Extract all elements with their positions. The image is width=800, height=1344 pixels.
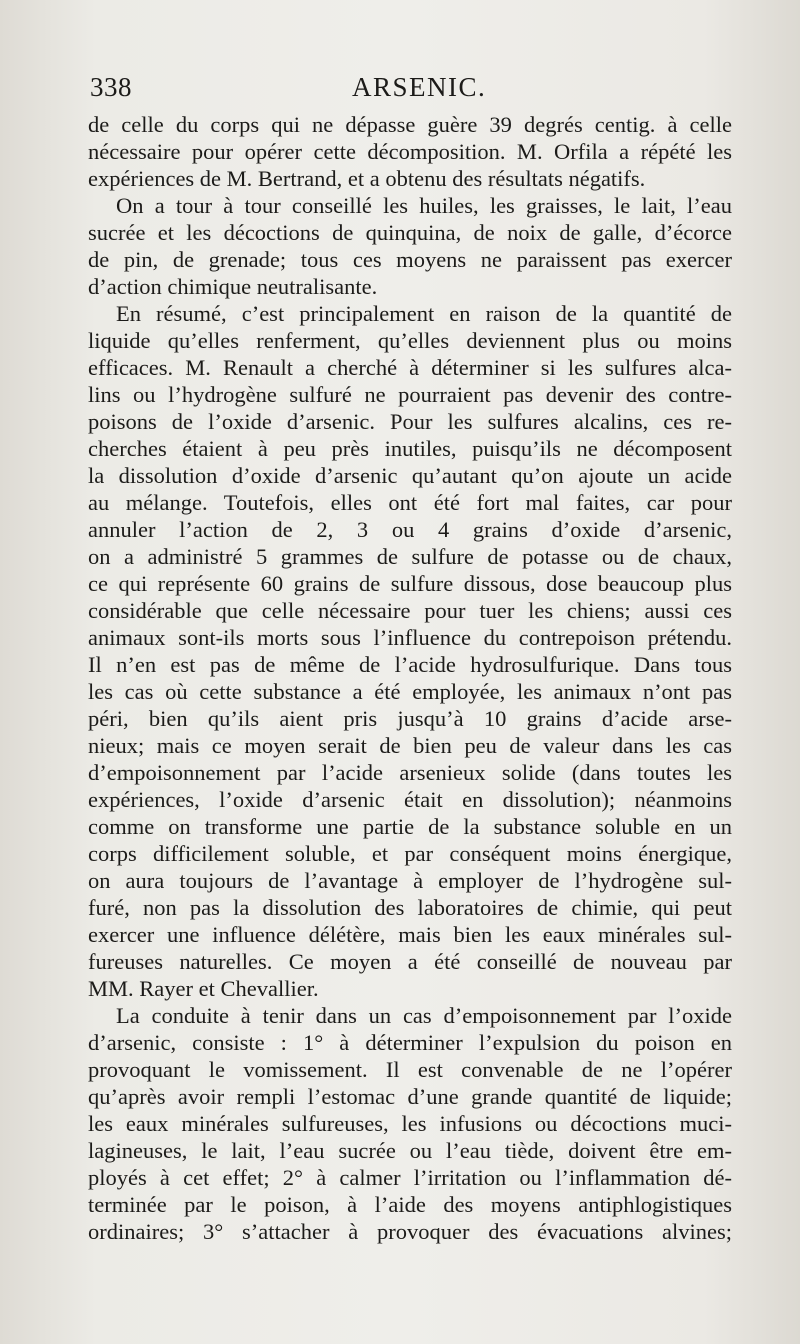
- text-line: En résumé, c’est principalement en raison de la quantité de: [116, 301, 732, 326]
- text-line: d’action chimique neutralisante.: [88, 274, 378, 299]
- text-line: ordinaires; 3° s’attacher à provoquer des évacuations alvines;: [88, 1219, 732, 1244]
- text-line: d’arsenic, consiste : 1° à déterminer l’expulsion du poison en: [88, 1030, 732, 1055]
- text-line: corps difficilement soluble, et par conséquent moins énergique,: [88, 841, 732, 866]
- page-header: [90, 72, 730, 106]
- text-line: expériences de M. Bertrand, et a obtenu des résultats négatifs.: [88, 166, 646, 191]
- text-line: cherches étaient à peu près inutiles, puisqu’ils ne décomposent: [88, 436, 732, 461]
- text-line: ce qui représente 60 grains de sulfure dissous, dose beaucoup plus: [88, 571, 732, 596]
- text-line: La conduite à tenir dans un cas d’empoisonnement par l’oxide: [116, 1003, 732, 1028]
- running-title: ARSENIC.: [352, 72, 487, 102]
- page-number: 338: [90, 72, 132, 102]
- text-line: comme on transforme une partie de la substance soluble en un: [88, 814, 732, 839]
- text-line: lagineuses, le lait, l’eau sucrée ou l’eau tiède, doivent être em-: [88, 1138, 732, 1163]
- text-line: la dissolution d’oxide d’arsenic qu’autant qu’on ajoute un acide: [88, 463, 732, 488]
- body-text: [88, 111, 732, 1245]
- text-line: Il n’en est pas de même de l’acide hydrosulfurique. Dans tous: [88, 652, 732, 677]
- text-line: On a tour à tour conseillé les huiles, les graisses, le lait, l’eau: [116, 193, 732, 218]
- text-line: au mélange. Toutefois, elles ont été fort mal faites, car pour: [88, 490, 732, 515]
- text-line: de pin, de grenade; tous ces moyens ne paraissent pas exercer: [88, 247, 732, 272]
- text-line: qu’après avoir rempli l’estomac d’une grande quantité de liquide;: [88, 1084, 732, 1109]
- text-line: d’empoisonnement par l’acide arsenieux solide (dans toutes les: [88, 760, 732, 785]
- text-line: ployés à cet effet; 2° à calmer l’irritation ou l’inflammation dé-: [88, 1165, 732, 1190]
- text-line: expériences, l’oxide d’arsenic était en dissolution); néanmoins: [88, 787, 732, 812]
- text-line: animaux sont-ils morts sous l’influence du contrepoison prétendu.: [88, 625, 732, 650]
- text-line: furé, non pas la dissolution des laboratoires de chimie, qui peut: [88, 895, 732, 920]
- text-line: fureuses naturelles. Ce moyen a été conseillé de nouveau par: [88, 949, 732, 974]
- text-line: les cas où cette substance a été employée, les animaux n’ont pas: [88, 679, 732, 704]
- text-line: les eaux minérales sulfureuses, les infusions ou décoctions muci-: [88, 1111, 732, 1136]
- text-line: on a administré 5 grammes de sulfure de potasse ou de chaux,: [88, 544, 732, 569]
- text-line: efficaces. M. Renault a cherché à déterminer si les sulfures alca-: [88, 355, 732, 380]
- text-line: nieux; mais ce moyen serait de bien peu de valeur dans les cas: [88, 733, 732, 758]
- text-line: on aura toujours de l’avantage à employer de l’hydrogène sul-: [88, 868, 732, 893]
- text-line: provoquant le vomissement. Il est convenable de ne l’opérer: [88, 1057, 732, 1082]
- text-line: poisons de l’oxide d’arsenic. Pour les sulfures alcalins, ces re-: [88, 409, 732, 434]
- text-line: lins ou l’hydrogène sulfuré ne pourraient pas devenir des contre-: [88, 382, 732, 407]
- text-line: exercer une influence délétère, mais bien les eaux minérales sul-: [88, 922, 732, 947]
- text-line: MM. Rayer et Chevallier.: [88, 976, 319, 1001]
- text-line: péri, bien qu’ils aient pris jusqu’à 10 grains d’acide arse-: [88, 706, 732, 731]
- text-line: terminée par le poison, à l’aide des moyens antiphlogistiques: [88, 1192, 732, 1217]
- text-line: liquide qu’elles renferment, qu’elles deviennent plus ou moins: [88, 328, 732, 353]
- text-line: annuler l’action de 2, 3 ou 4 grains d’oxide d’arsenic,: [88, 517, 732, 542]
- text-line: considérable que celle nécessaire pour tuer les chiens; aussi ces: [88, 598, 732, 623]
- text-line: sucrée et les décoctions de quinquina, de noix de galle, d’écorce: [88, 220, 732, 245]
- text-line: de celle du corps qui ne dépasse guère 39 degrés centig. à celle: [88, 112, 732, 137]
- text-line: nécessaire pour opérer cette décomposition. M. Orfila a répété les: [88, 139, 732, 164]
